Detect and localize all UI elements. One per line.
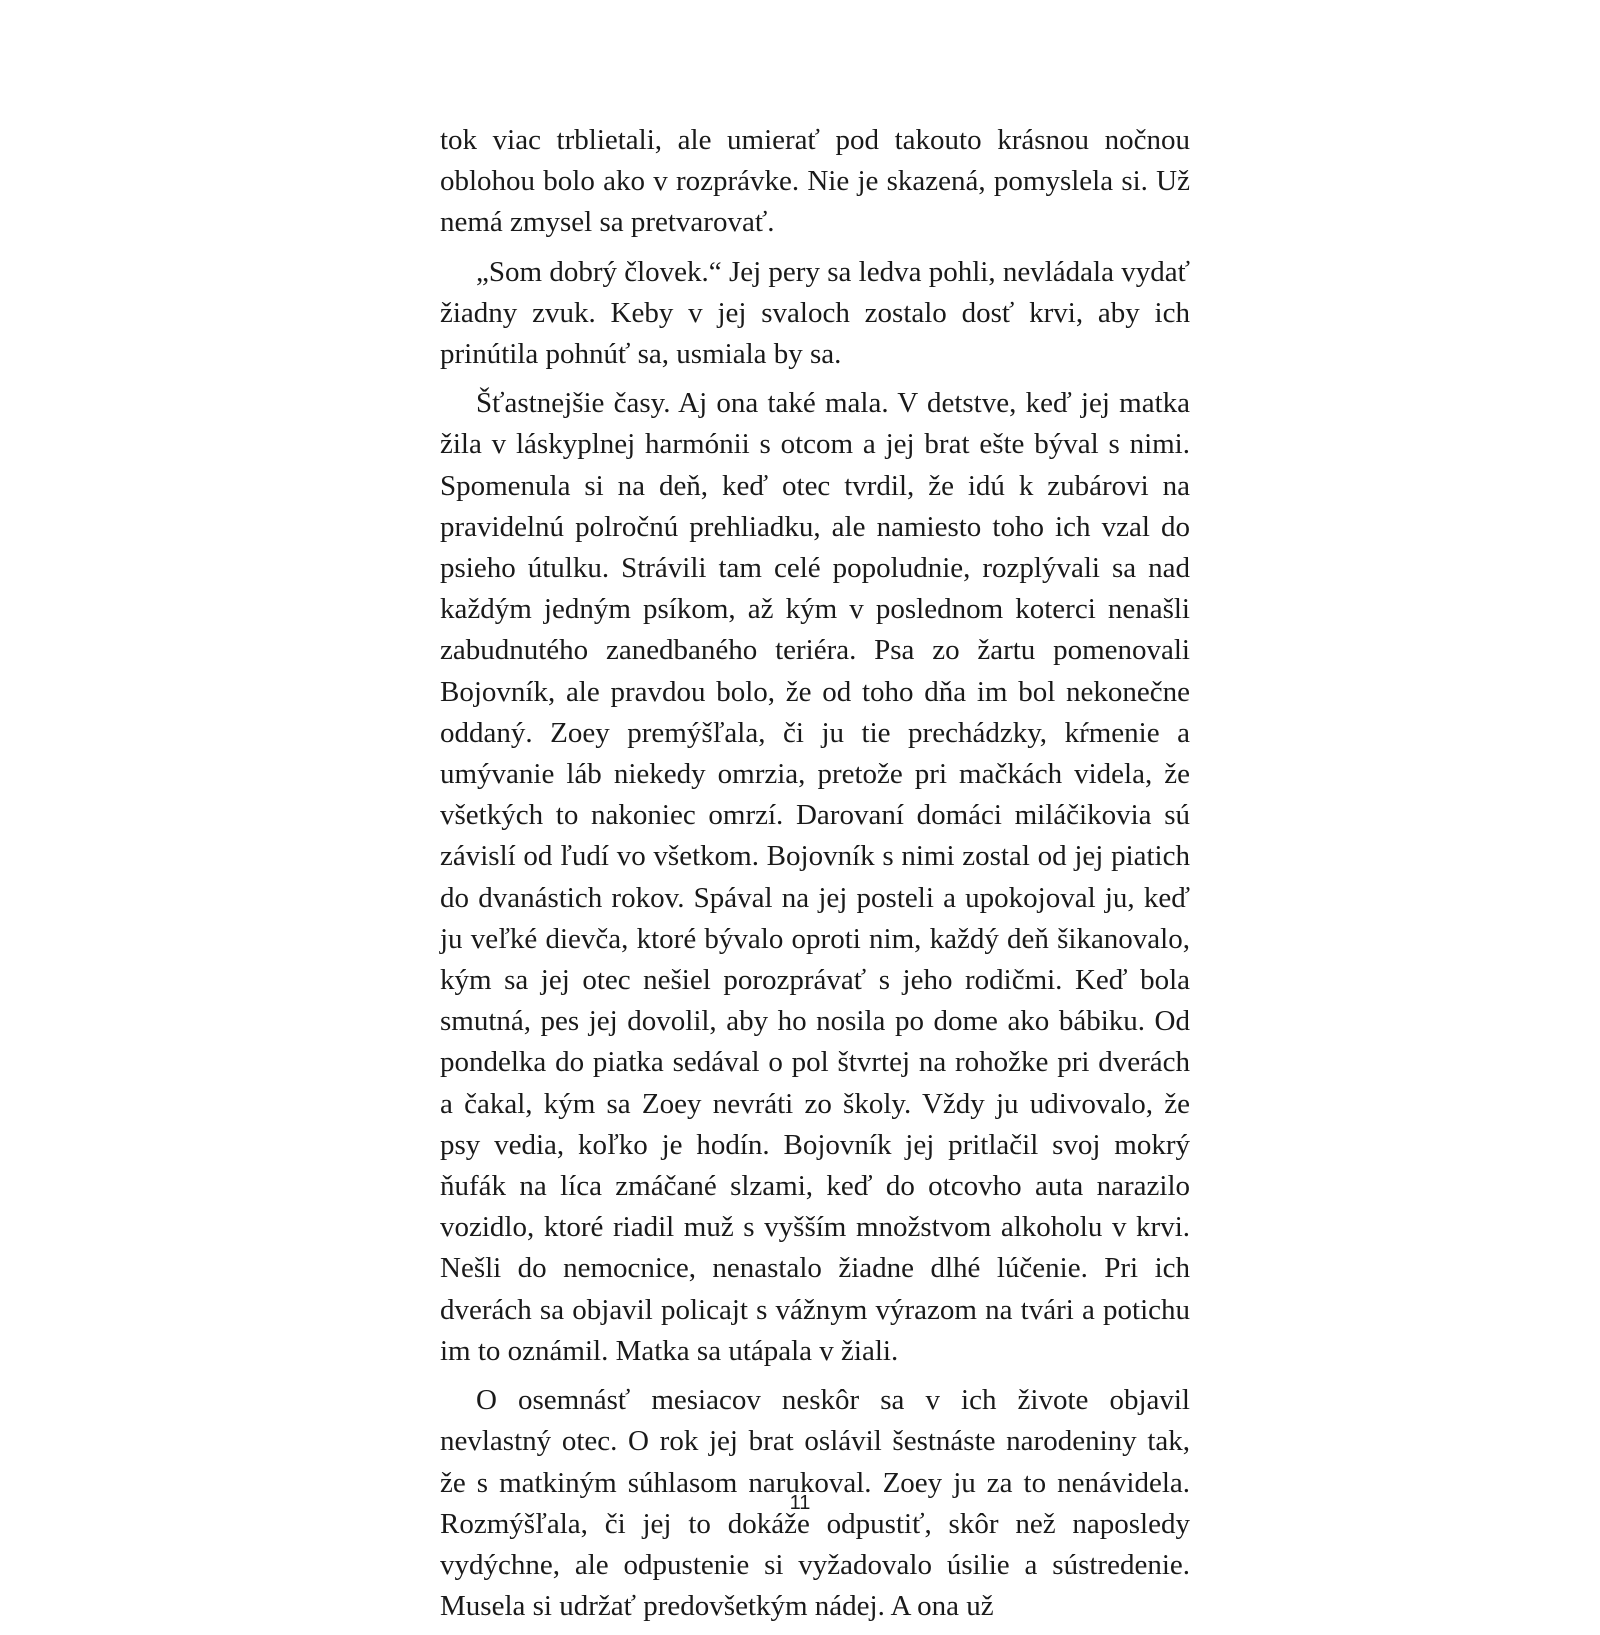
paragraph-1: tok viac trblietali, ale umierať pod takouto krásnou nočnou oblohou bolo ako v rozprávke. Nie je skazená, pomyslela si. Už nemá zmysel sa pretvarovať. <box>440 124 1190 239</box>
paragraph-3: Šťastnejšie časy. Aj ona také mala. V detstve, keď jej matka žila v láskyplnej harmónii s otcom a jej brat ešte býval s nimi. Spomenula si na deň, keď otec tvrdil, že idú k zubárovi na pravidelnú polročnú prehliadku, ale namiesto toho ich vzal do psieho útulku. Strávili tam celé popoludnie, rozplývali sa nad každým jedným psíkom, až kým v poslednom koterci nenašli zabudnutého zanedbaného teriéra. Psa zo žartu pomenovali Bojovník, ale pravdou bolo, že od toho dňa im bol nekonečne oddaný. Zoey premýšľala, či ju tie prechádzky, kŕmenie a umývanie láb niekedy omrzia, pretože pri mačkách videla, že všetkých to nakoniec omrzí. Darovaní domáci miláčikovia sú závislí od ľudí vo všetkom. Bojovník s nimi zostal od jej piatich do dvanástich rokov. Spával na jej posteli a upokojoval ju, keď ju veľké dievča, ktoré bývalo oproti nim, každý deň šikanovalo, kým sa jej otec nešiel porozprávať s jeho rodičmi. Keď bola smutná, pes jej dovolil, aby ho nosila po dome ako bábiku. Od pondelka do piatka sedával o pol štvrtej na rohožke pri dverách a čakal, kým sa Zoey nevráti zo školy. Vždy ju udivovalo, že psy vedia, koľko je hodín. Bojovník jej pritlačil svoj mokrý ňufák na líca zmáčané slzami, keď do otcovho auta narazilo vozidlo, ktoré riadil muž s vyšším množstvom alkoholu v krvi. Nešli do nemocnice, nenastalo žiadne dlhé lúčenie. Pri ich dverách sa objavil policajt s vážnym výrazom na tvári a potichu im to oznámil. Matka sa utápala v žiali. <box>440 387 1190 1367</box>
body-text <box>440 120 1190 1635</box>
paragraph-2: „Som dobrý človek.“ Jej pery sa ledva pohli, nevládala vydať žiadny zvuk. Keby v jej svaloch zostalo dosť krvi, aby ich prinútila pohnúť sa, usmiala by sa. <box>440 255 1190 371</box>
paragraph-4: O osemnásť mesiacov neskôr sa v ich živote objavil nevlastný otec. O rok jej brat oslávil šestnáste narodeniny tak, že s matkiným súhlasom narukoval. Zoey ju za to nenávidela. Rozmýšľala, či jej to dokáže odpustiť, skôr než naposledy vydýchne, ale odpustenie si vyžadovalo úsilie a sústredenie. Musela si udržať predovšetkým nádej. A ona už <box>440 1384 1190 1623</box>
page-number: 11 <box>789 1492 811 1514</box>
